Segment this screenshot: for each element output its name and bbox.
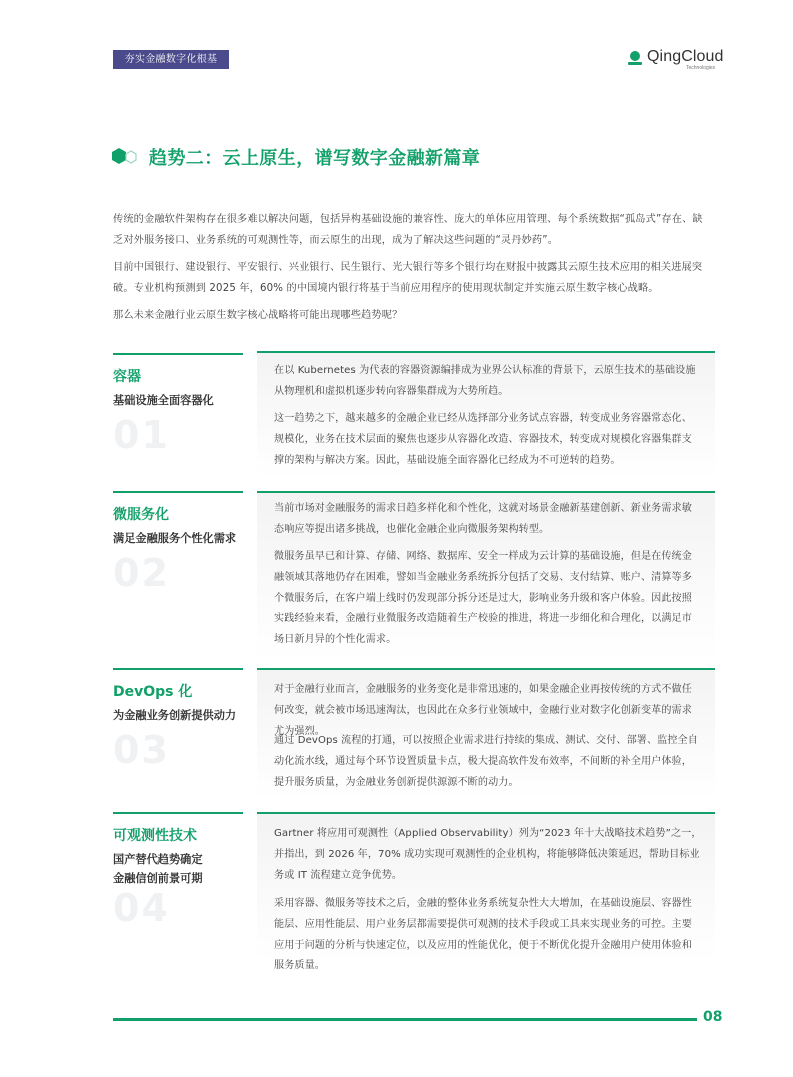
- section-heading-devops: [113, 668, 243, 788]
- intro-paragraph-3: 那么未来金融行业云原生数字核心战略将可能出现哪些趋势呢？: [113, 310, 403, 321]
- section-heading-observability: [113, 812, 243, 952]
- section-paragraph: 这一趋势之下，越来越多的金融企业已经从选择部分业务试点容器，转变成业务容器常态化、规模化，业务在技术层面的聚焦也逐步从容器化改造、容器技术，转变成对规模化容器集群支撑的架构与解决方案。因此，基础设施全面容器化已经成为不可逆转的趋势。: [274, 413, 692, 466]
- section-body-devops: [257, 668, 715, 800]
- section-number: 02: [113, 551, 170, 595]
- section-subtitle: 国产替代趋势确定 金融信创前景可期: [113, 853, 203, 885]
- section-paragraph: 采用容器、微服务等技术之后，金融的整体业务系统复杂性大大增加，在基础设施层、容器性能层、应用性能层、用户业务层都需要提供可观测的技术手段或工具来实现业务的可控。主要应用于问题的分析与快速定位，以及应用的性能优化，便于不断优化提升金融用户使用体验和服务质量。: [274, 898, 692, 972]
- section-heading-containers: [113, 353, 243, 473]
- section-title: 可观测性技术: [113, 828, 197, 844]
- section-number: 04: [113, 886, 170, 930]
- intro-paragraph-2: 目前中国银行、建设银行、平安银行、兴业银行、民生银行、光大银行等多个银行均在财报中披露其云原生技术应用的相关进展突破。专业机构预测到 2025 年，60% 的中国境内银行将基于当前应用程序的使用现状制定并实施云原生数字核心战略。: [113, 262, 703, 294]
- logo-subtext: Technologies: [686, 65, 716, 71]
- section-body-observability: [257, 812, 715, 972]
- intro-paragraph-1: 传统的金融软件架构存在很多难以解决问题，包括异构基础设施的兼容性、庞大的单体应用管理、每个系统数据“孤岛式”存在、缺乏对外服务接口、业务系统的可观测性等，而云原生的出现，成为了解决这些问题的“灵丹妙药”。: [113, 214, 703, 246]
- section-number: 03: [113, 728, 170, 772]
- section-title: DevOps 化: [113, 684, 193, 700]
- section-body-microservices: [257, 491, 715, 661]
- section-number: 01: [113, 413, 170, 457]
- section-tag: 夯实金融数字化根基: [113, 50, 229, 69]
- section-body-containers: [257, 351, 715, 479]
- section-paragraph: Gartner 将应用可观测性（Applied Observability）列为“2023 年十大战略技术趋势”之一，并指出，到 2026 年，70% 成功实现可观测性的企业机构，将能够降低决策延迟，帮助目标业务或 IT 流程建立竞争优势。: [274, 828, 702, 881]
- logo-text: QingCloud: [647, 48, 724, 65]
- hexagon-bullet-icon: [112, 148, 140, 164]
- section-title: 微服务化: [113, 507, 169, 523]
- section-subtitle: 为金融业务创新提供动力: [113, 709, 237, 722]
- section-heading-microservices: [113, 491, 243, 651]
- qingcloud-logo-icon: [627, 50, 643, 66]
- qingcloud-logo: [627, 48, 727, 74]
- page-title: 趋势二：云上原生，谱写数字金融新篇章: [149, 148, 481, 169]
- section-subtitle: 基础设施全面容器化: [113, 394, 214, 407]
- footer-divider: [113, 1018, 697, 1021]
- section-title: 容器: [113, 369, 141, 385]
- section-paragraph: 在以 Kubernetes 为代表的容器资源编排成为业界公认标准的背景下，云原生技术的基础设施从物理机和虚拟机逐步转向容器集群成为大势所趋。: [274, 365, 696, 397]
- section-paragraph: 对于金融行业而言，金融服务的业务变化是非常迅速的，如果金融企业再按传统的方式不做任何改变，就会被市场迅速淘汰，也因此在众多行业领域中，金融行业对数字化创新变革的需求尤为强烈。: [274, 684, 692, 737]
- section-paragraph: 当前市场对金融服务的需求日趋多样化和个性化，这就对场景金融新基建创新、新业务需求敏态响应等提出诸多挑战，也催化金融企业向微服务架构转型。: [274, 503, 692, 535]
- section-subtitle: 满足金融服务个性化需求: [113, 532, 237, 545]
- section-paragraph: 微服务虽早已和计算、存储、网络、数据库、安全一样成为云计算的基础设施，但是在传统金融领域其落地仍存在困难，譬如当金融业务系统拆分包括了交易、支付结算、账户、清算等多个微服务后，在客户端上线时仍发现部分拆分还是过大，影响业务升级和客户体验。因此按照实践经验来看，金融行业微服务改造随着生产校验的推进，将进一步细化和合理化，以满足市场日新月异的个性化需求。: [274, 551, 692, 646]
- page-number: 08: [703, 1009, 723, 1025]
- section-paragraph: 通过 DevOps 流程的打通，可以按照企业需求进行持续的集成、测试、交付、部署、监控全自动化流水线，通过每个环节设置质量卡点，极大提高软件发布效率，不间断的补全用户体验，提升服务质量，为金融业务创新提供源源不断的动力。: [274, 735, 698, 788]
